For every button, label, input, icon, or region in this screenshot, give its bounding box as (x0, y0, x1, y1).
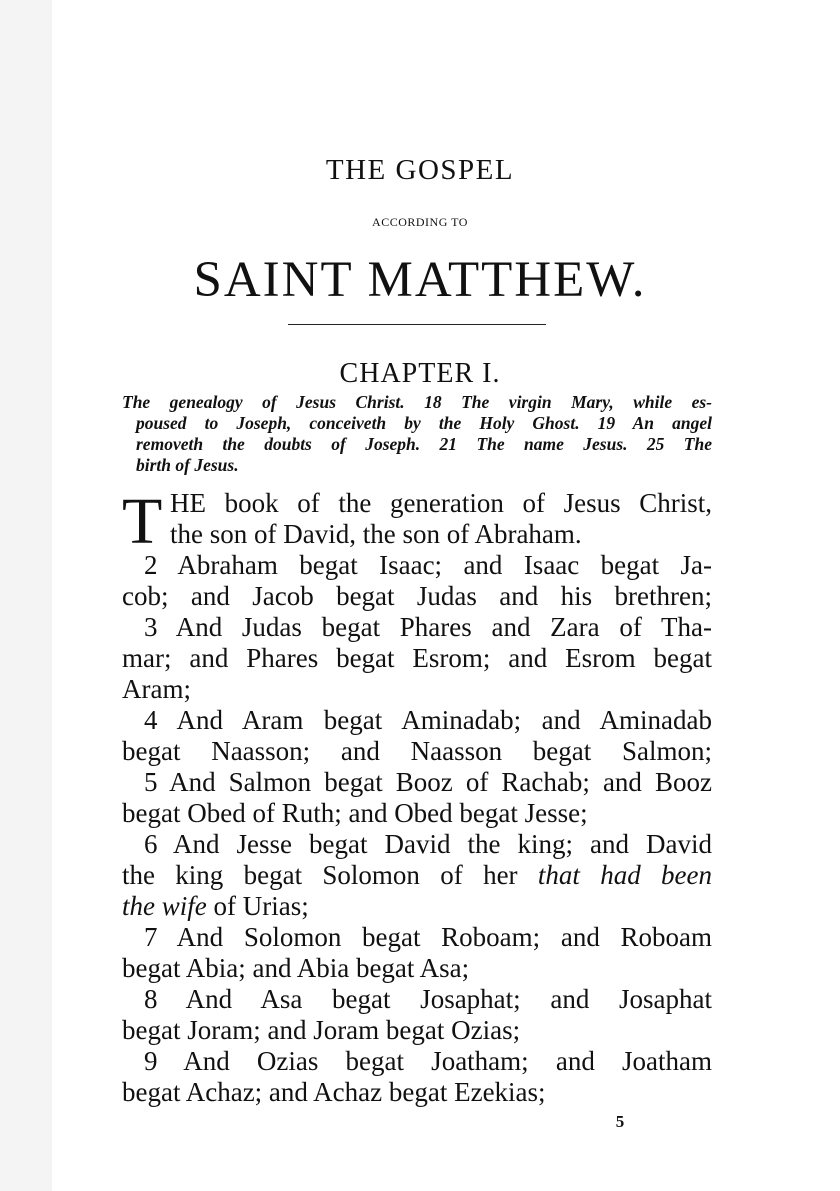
verse-line: the son of David, the son of Abraham. (170, 519, 582, 549)
drop-cap: T (122, 485, 163, 558)
verse-line: 3 And Judas begat Phares and Zara of Tha- (144, 612, 712, 642)
verse-line: 7 And Solomon begat Roboam; and Roboam (144, 922, 712, 952)
summary-text: birth of Jesus. (136, 455, 239, 475)
verse-line: begat Achaz; and Achaz begat Ezekias; (122, 1077, 546, 1107)
chapter-summary (122, 392, 712, 476)
verse-line: 2 Abraham begat Isaac; and Isaac begat Ja- (144, 550, 712, 580)
summary-text: The genealogy of Jesus Christ. 18 The virgin Mary, while es- (122, 392, 712, 412)
verse-line: 4 And Aram begat Aminadab; and Aminadab (144, 705, 712, 735)
verse-line: begat Abia; and Abia begat Asa; (122, 953, 470, 983)
summary-line (122, 434, 712, 455)
verse-line: 5 And Salmon begat Booz of Rachab; and Booz (144, 767, 712, 797)
verse-line: mar; and Phares begat Esrom; and Esrom begat (122, 643, 712, 673)
verse-text: the king begat Solomon of her (122, 860, 538, 890)
verse-line: cob; and Jacob begat Judas and his brethren; (122, 581, 712, 611)
summary-text: removeth the doubts of Joseph. 21 The name Jesus. 25 The (136, 434, 712, 454)
verse-line (122, 891, 712, 922)
summary-text: poused to Joseph, conceiveth by the Holy Ghost. 19 An angel (136, 413, 712, 433)
summary-line (122, 392, 712, 413)
verse-italic-text: that had been (537, 860, 712, 890)
according-to-label: ACCORDING TO (372, 215, 468, 229)
book-title: SAINT MATTHEW. (193, 252, 647, 308)
verse-italic-text: the wife (122, 891, 207, 921)
verse-line: begat Naasson; and Naasson begat Salmon; (122, 736, 712, 766)
verse-line: 9 And Ozias begat Joatham; and Joatham (144, 1046, 712, 1076)
summary-line (122, 413, 712, 434)
verse-line (122, 860, 712, 891)
verse-line: begat Joram; and Joram begat Ozias; (122, 1015, 521, 1045)
verse-line: 8 And Asa begat Josaphat; and Josaphat (144, 984, 712, 1014)
page-number: 5 (615, 1112, 625, 1131)
verse-line: HE book of the generation of Jesus Christ, (170, 488, 712, 518)
verse-text: of Urias; (206, 891, 309, 921)
verse-line: Aram; (122, 674, 191, 704)
summary-line (122, 455, 712, 476)
verse-line: begat Obed of Ruth; and Obed begat Jesse; (122, 798, 588, 828)
chapter-heading: CHAPTER I. (339, 358, 501, 389)
gospel-title: THE GOSPEL (325, 154, 515, 186)
title-divider-rule (288, 324, 546, 325)
verse-line: 6 And Jesse begat David the king; and David (144, 829, 712, 859)
